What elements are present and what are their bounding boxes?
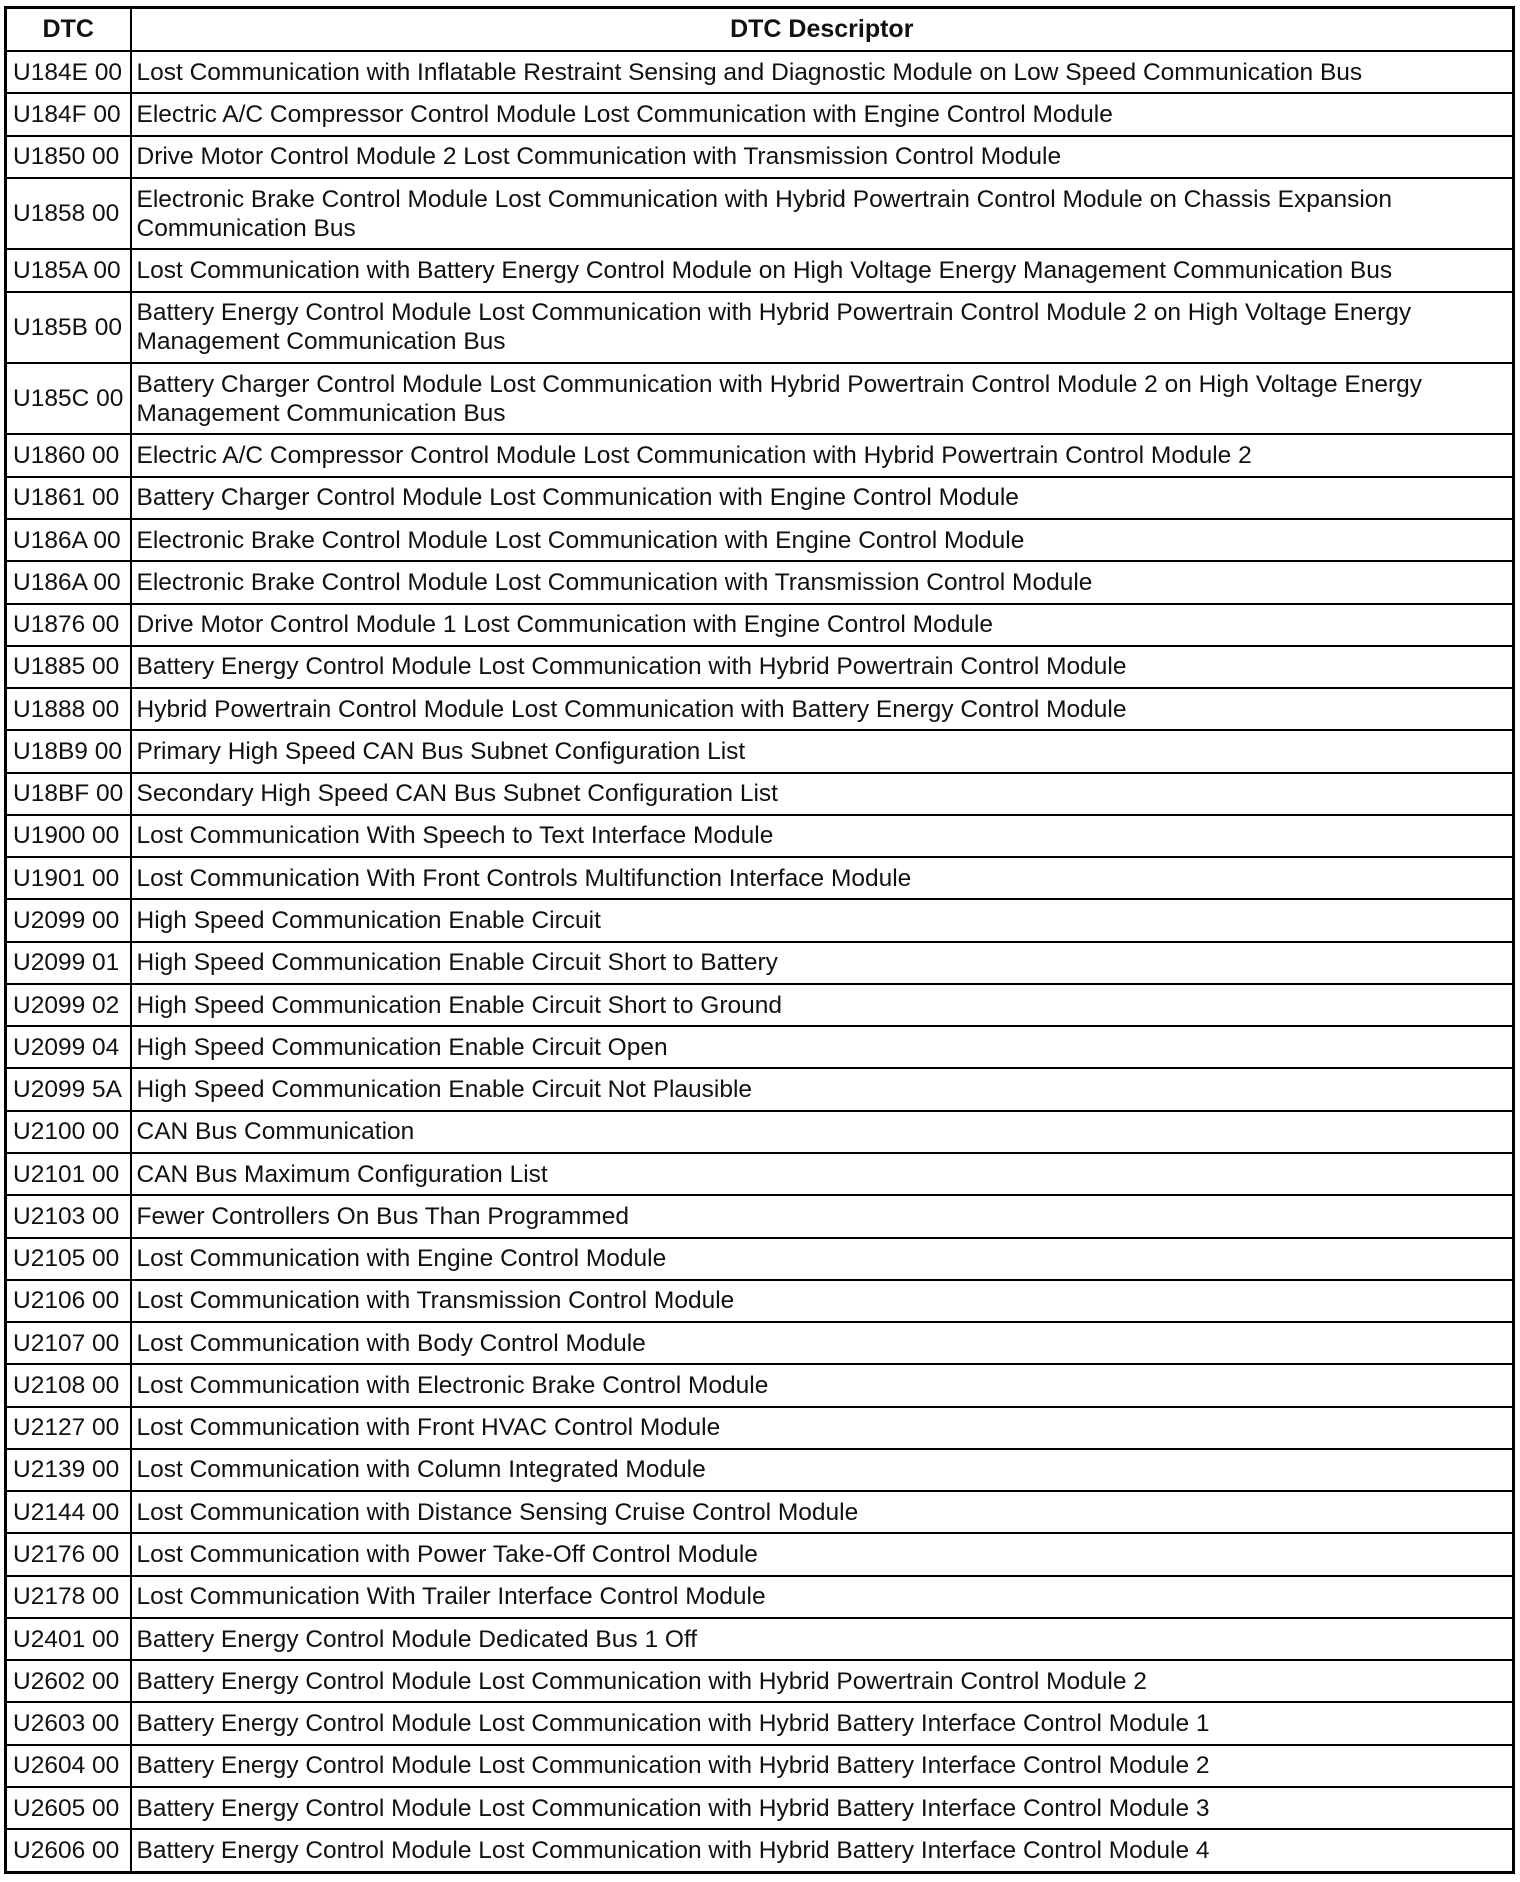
dtc-code-cell: U2103 00: [6, 1195, 131, 1237]
table-row: [6, 773, 1514, 815]
dtc-descriptor-cell: Lost Communication with Body Control Module: [131, 1322, 1514, 1364]
header-row: [6, 8, 1514, 52]
dtc-code-cell: U185C 00: [6, 363, 131, 434]
dtc-code-cell: U1858 00: [6, 178, 131, 249]
table-row: [6, 1111, 1514, 1153]
dtc-descriptor-cell: Lost Communication With Trailer Interface Control Module: [131, 1576, 1514, 1618]
dtc-descriptor-cell: Lost Communication with Front HVAC Control Module: [131, 1407, 1514, 1449]
dtc-descriptor-cell: High Speed Communication Enable Circuit Not Plausible: [131, 1068, 1514, 1110]
table-row: [6, 477, 1514, 519]
dtc-descriptor-cell: Lost Communication With Front Controls Multifunction Interface Module: [131, 857, 1514, 899]
table-row: [6, 1533, 1514, 1575]
dtc-code-cell: U18B9 00: [6, 730, 131, 772]
table-row: [6, 730, 1514, 772]
dtc-descriptor-cell: Electric A/C Compressor Control Module Lost Communication with Hybrid Powertrain Control Module 2: [131, 434, 1514, 476]
dtc-descriptor-cell: Electric A/C Compressor Control Module Lost Communication with Engine Control Module: [131, 93, 1514, 135]
dtc-descriptor-cell: Electronic Brake Control Module Lost Communication with Engine Control Module: [131, 519, 1514, 561]
dtc-descriptor-cell: Battery Charger Control Module Lost Communication with Hybrid Powertrain Control Module 2 on High Voltage Energy Management Communication Bus: [131, 363, 1514, 434]
table-row: [6, 1068, 1514, 1110]
dtc-code-cell: U185A 00: [6, 249, 131, 291]
dtc-descriptor-cell: Lost Communication with Column Integrated Module: [131, 1449, 1514, 1491]
dtc-code-cell: U18BF 00: [6, 773, 131, 815]
dtc-code-cell: U184F 00: [6, 93, 131, 135]
dtc-descriptor-cell: Battery Energy Control Module Lost Communication with Hybrid Battery Interface Control Module 3: [131, 1787, 1514, 1829]
table-row: [6, 434, 1514, 476]
dtc-code-cell: U1850 00: [6, 136, 131, 178]
dtc-descriptor-cell: Lost Communication With Speech to Text Interface Module: [131, 815, 1514, 857]
table-row: [6, 646, 1514, 688]
dtc-descriptor-cell: Lost Communication with Power Take-Off Control Module: [131, 1533, 1514, 1575]
dtc-descriptor-cell: Battery Energy Control Module Lost Communication with Hybrid Powertrain Control Module 2 on High Voltage Energy Management Communication Bus: [131, 292, 1514, 363]
dtc-descriptor-cell: Battery Energy Control Module Dedicated Bus 1 Off: [131, 1618, 1514, 1660]
table-row: [6, 292, 1514, 363]
dtc-code-cell: U2105 00: [6, 1238, 131, 1280]
dtc-code-cell: U2606 00: [6, 1829, 131, 1872]
dtc-descriptor-cell: Battery Energy Control Module Lost Communication with Hybrid Battery Interface Control Module 1: [131, 1702, 1514, 1744]
dtc-descriptor-cell: High Speed Communication Enable Circuit Short to Ground: [131, 984, 1514, 1026]
table-row: [6, 1238, 1514, 1280]
table-row: [6, 363, 1514, 434]
dtc-code-cell: U2604 00: [6, 1745, 131, 1787]
dtc-code-cell: U2178 00: [6, 1576, 131, 1618]
table-row: [6, 1491, 1514, 1533]
table-row: [6, 1195, 1514, 1237]
dtc-descriptor-cell: Hybrid Powertrain Control Module Lost Communication with Battery Energy Control Module: [131, 688, 1514, 730]
dtc-code-cell: U2101 00: [6, 1153, 131, 1195]
dtc-descriptor-cell: Electronic Brake Control Module Lost Communication with Transmission Control Module: [131, 561, 1514, 603]
column-header-descriptor: DTC Descriptor: [131, 8, 1514, 52]
dtc-code-cell: U185B 00: [6, 292, 131, 363]
dtc-descriptor-cell: CAN Bus Communication: [131, 1111, 1514, 1153]
dtc-descriptor-cell: Drive Motor Control Module 1 Lost Communication with Engine Control Module: [131, 604, 1514, 646]
dtc-code-cell: U2176 00: [6, 1533, 131, 1575]
table-row: [6, 561, 1514, 603]
table-row: [6, 93, 1514, 135]
dtc-descriptor-cell: Fewer Controllers On Bus Than Programmed: [131, 1195, 1514, 1237]
dtc-code-cell: U1876 00: [6, 604, 131, 646]
table-row: [6, 136, 1514, 178]
dtc-code-cell: U2602 00: [6, 1660, 131, 1702]
dtc-code-cell: U2603 00: [6, 1702, 131, 1744]
dtc-descriptor-cell: Battery Energy Control Module Lost Communication with Hybrid Battery Interface Control Module 2: [131, 1745, 1514, 1787]
table-row: [6, 178, 1514, 249]
table-row: [6, 1364, 1514, 1406]
dtc-code-cell: U2106 00: [6, 1280, 131, 1322]
column-header-dtc: DTC: [6, 8, 131, 52]
table-row: [6, 857, 1514, 899]
table-row: [6, 688, 1514, 730]
dtc-code-cell: U1900 00: [6, 815, 131, 857]
dtc-code-cell: U2108 00: [6, 1364, 131, 1406]
dtc-code-cell: U2401 00: [6, 1618, 131, 1660]
table-row: [6, 942, 1514, 984]
dtc-descriptor-cell: Secondary High Speed CAN Bus Subnet Configuration List: [131, 773, 1514, 815]
dtc-code-cell: U2127 00: [6, 1407, 131, 1449]
dtc-code-cell: U186A 00: [6, 519, 131, 561]
table-row: [6, 1026, 1514, 1068]
dtc-descriptor-cell: High Speed Communication Enable Circuit Short to Battery: [131, 942, 1514, 984]
dtc-table-body: [6, 51, 1514, 1873]
dtc-code-cell: U2099 00: [6, 899, 131, 941]
dtc-code-cell: U2099 01: [6, 942, 131, 984]
dtc-descriptor-cell: High Speed Communication Enable Circuit: [131, 899, 1514, 941]
dtc-code-cell: U1888 00: [6, 688, 131, 730]
table-row: [6, 1153, 1514, 1195]
dtc-code-cell: U2605 00: [6, 1787, 131, 1829]
dtc-descriptor-cell: Lost Communication with Engine Control Module: [131, 1238, 1514, 1280]
dtc-code-cell: U2139 00: [6, 1449, 131, 1491]
dtc-descriptor-cell: Battery Energy Control Module Lost Communication with Hybrid Powertrain Control Module 2: [131, 1660, 1514, 1702]
dtc-descriptor-cell: Lost Communication with Battery Energy Control Module on High Voltage Energy Management Communication Bus: [131, 249, 1514, 291]
table-row: [6, 51, 1514, 93]
dtc-code-cell: U2099 04: [6, 1026, 131, 1068]
table-row: [6, 604, 1514, 646]
dtc-code-cell: U1860 00: [6, 434, 131, 476]
dtc-descriptor-cell: Lost Communication with Distance Sensing Cruise Control Module: [131, 1491, 1514, 1533]
dtc-descriptor-cell: Battery Energy Control Module Lost Communication with Hybrid Powertrain Control Module: [131, 646, 1514, 688]
table-row: [6, 1702, 1514, 1744]
dtc-descriptor-cell: Primary High Speed CAN Bus Subnet Configuration List: [131, 730, 1514, 772]
dtc-descriptor-cell: Battery Energy Control Module Lost Communication with Hybrid Battery Interface Control Module 4: [131, 1829, 1514, 1872]
dtc-code-cell: U2100 00: [6, 1111, 131, 1153]
dtc-descriptor-cell: High Speed Communication Enable Circuit Open: [131, 1026, 1514, 1068]
dtc-code-cell: U184E 00: [6, 51, 131, 93]
table-row: [6, 1280, 1514, 1322]
table-row: [6, 1449, 1514, 1491]
table-row: [6, 1618, 1514, 1660]
table-row: [6, 1787, 1514, 1829]
dtc-code-cell: U186A 00: [6, 561, 131, 603]
dtc-code-cell: U2099 02: [6, 984, 131, 1026]
table-row: [6, 1829, 1514, 1872]
dtc-descriptor-cell: Lost Communication with Inflatable Restraint Sensing and Diagnostic Module on Low Speed Communication Bus: [131, 51, 1514, 93]
dtc-descriptor-cell: Lost Communication with Transmission Control Module: [131, 1280, 1514, 1322]
table-row: [6, 519, 1514, 561]
dtc-descriptor-cell: Drive Motor Control Module 2 Lost Communication with Transmission Control Module: [131, 136, 1514, 178]
table-row: [6, 1407, 1514, 1449]
table-row: [6, 899, 1514, 941]
table-row: [6, 815, 1514, 857]
dtc-code-cell: U2099 5A: [6, 1068, 131, 1110]
dtc-table: [4, 6, 1515, 1874]
table-row: [6, 984, 1514, 1026]
table-row: [6, 249, 1514, 291]
dtc-code-cell: U1885 00: [6, 646, 131, 688]
table-row: [6, 1745, 1514, 1787]
dtc-code-cell: U2107 00: [6, 1322, 131, 1364]
dtc-code-cell: U2144 00: [6, 1491, 131, 1533]
table-row: [6, 1576, 1514, 1618]
table-row: [6, 1322, 1514, 1364]
table-row: [6, 1660, 1514, 1702]
dtc-descriptor-cell: Battery Charger Control Module Lost Communication with Engine Control Module: [131, 477, 1514, 519]
dtc-code-cell: U1861 00: [6, 477, 131, 519]
dtc-descriptor-cell: Electronic Brake Control Module Lost Communication with Hybrid Powertrain Control Module on Chassis Expansion Communication Bus: [131, 178, 1514, 249]
dtc-code-cell: U1901 00: [6, 857, 131, 899]
dtc-descriptor-cell: Lost Communication with Electronic Brake Control Module: [131, 1364, 1514, 1406]
dtc-descriptor-cell: CAN Bus Maximum Configuration List: [131, 1153, 1514, 1195]
